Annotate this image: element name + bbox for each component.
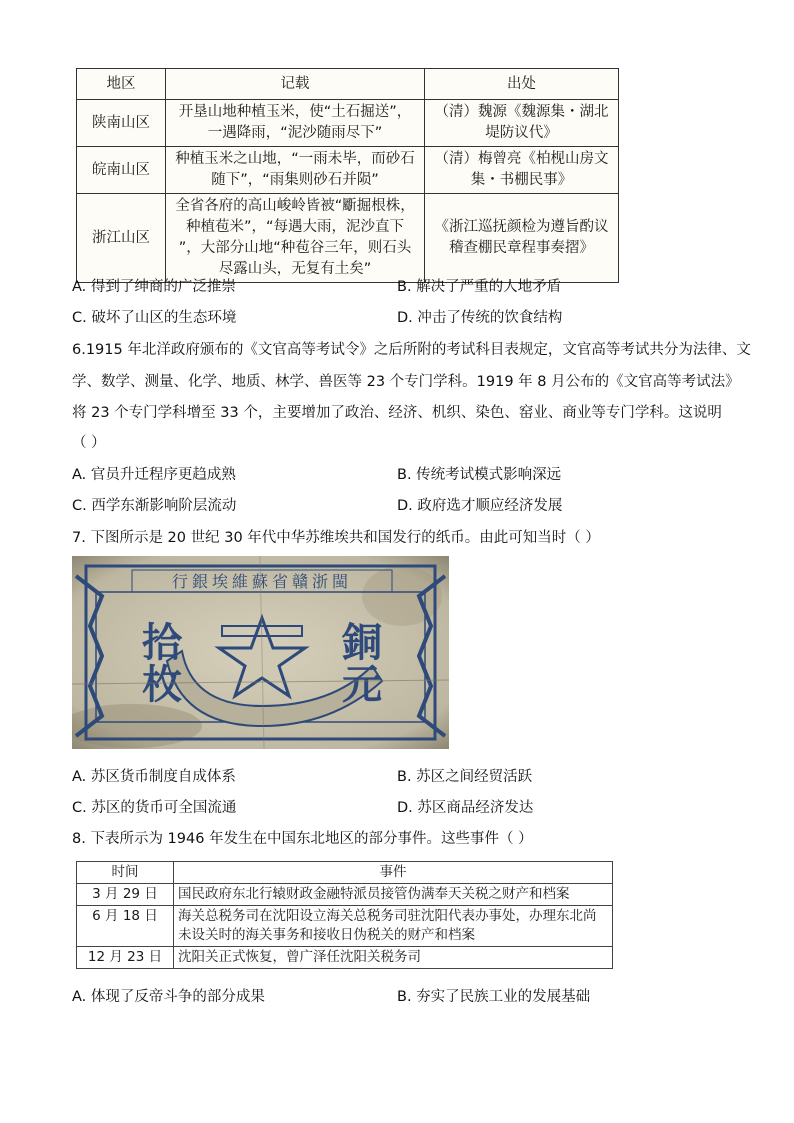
events-1946-table	[76, 861, 613, 969]
event-cell: 海关总税务司在沈阳设立海关总税务司驻沈阳代表办事处，办理东北尚 未设关时的海关事务和接收日伪税关的财产和档案	[174, 906, 613, 947]
date-cell: 3 月 29 日	[77, 884, 174, 906]
denomination-char: 枚	[142, 661, 182, 708]
q6-option-d: D. 政府选才顺应经济发展	[397, 498, 563, 514]
q6-answer-blank: （ ）	[72, 435, 106, 451]
table-header-row	[77, 69, 619, 100]
table-row	[77, 906, 613, 947]
q6-option-c: C. 西学东渐影响阶层流动	[72, 498, 237, 514]
record-cell: 开垦山地种植玉米，使“土石掘送”， 一遇降雨，“泥沙随雨尽下”	[166, 100, 425, 147]
q7-option-b: B. 苏区之间经贸活跃	[397, 769, 533, 785]
unit-char: 元	[342, 661, 382, 708]
source-cell: （清）魏源《魏源集・湖北 堤防议代》	[425, 100, 619, 147]
source-cell: （清）梅曾亮《柏枧山房文 集・书棚民事》	[425, 147, 619, 194]
soviet-banknote-image	[72, 556, 449, 749]
unit-char: 銅	[342, 619, 382, 666]
q6-option-b: B. 传统考试模式影响深远	[397, 467, 562, 483]
historical-records-table	[76, 68, 619, 283]
header-region: 地区	[77, 69, 166, 100]
header-date: 时间	[77, 862, 174, 884]
q7-option-d: D. 苏区商品经济发达	[397, 800, 534, 816]
q5-option-b: B. 解决了严重的人地矛盾	[397, 279, 562, 295]
table-header-row	[77, 862, 613, 884]
q6-stem-line: 将 23 个专门学科增至 33 个，主要增加了政治、经济、机织、染色、窑业、商业等专门学科。这说明	[72, 405, 722, 421]
table-row	[77, 884, 613, 906]
q5-option-c: C. 破坏了山区的生态环境	[72, 310, 237, 326]
header-source: 出处	[425, 69, 619, 100]
banknote-top-text: 行銀埃維蘇省贛浙閩	[171, 572, 353, 591]
table-row	[77, 947, 613, 969]
q7-stem: 7. 下图所示是 20 世纪 30 年代中华苏维埃共和国发行的纸币。由此可知当时（ ）	[72, 530, 600, 546]
source-cell: 《浙江巡抚颜检为遵旨酌议 稽查棚民章程事奏摺》	[425, 194, 619, 283]
q7-option-c: C. 苏区的货币可全国流通	[72, 800, 237, 816]
denomination-char: 拾	[142, 619, 182, 666]
region-cell: 皖南山区	[77, 147, 166, 194]
q6-stem-line: 学、数学、测量、化学、地质、林学、兽医等 23 个专门学科。1919 年 8 月公布的《文官高等考试法》	[72, 374, 740, 390]
header-event: 事件	[174, 862, 613, 884]
table-row	[77, 194, 619, 283]
date-cell: 12 月 23 日	[77, 947, 174, 969]
record-cell: 种植玉米之山地，“一雨未毕，而砂石 随下”，“雨集则砂石并陨”	[166, 147, 425, 194]
q7-option-a: A. 苏区货币制度自成体系	[72, 769, 236, 785]
date-cell: 6 月 18 日	[77, 906, 174, 947]
q5-option-d: D. 冲击了传统的饮食结构	[397, 310, 563, 326]
q6-stem-line: 6.1915 年北洋政府颁布的《文官高等考试令》之后所附的考试科目表规定，文官高等考试共分为法律、文	[72, 342, 751, 358]
event-cell: 沈阳关正式恢复，曾广泽任沈阳关税务司	[174, 947, 613, 969]
q8-option-b: B. 夯实了民族工业的发展基础	[397, 989, 591, 1005]
table-row	[77, 100, 619, 147]
q8-option-a: A. 体现了反帝斗争的部分成果	[72, 989, 265, 1005]
q8-stem: 8. 下表所示为 1946 年发生在中国东北地区的部分事件。这些事件（ ）	[72, 831, 533, 847]
event-cell: 国民政府东北行辕财政金融特派员接管伪满奉天关税之财产和档案	[174, 884, 613, 906]
q5-option-a: A. 得到了绅商的广泛推崇	[72, 279, 236, 295]
table-row	[77, 147, 619, 194]
record-cell: 全省各府的高山峻岭皆被“斸掘根株， 种植苞米”，“每遇大雨，泥沙直下 ”，大部分山地“种苞谷三年，则石头 尽露山头，无复有土矣”	[166, 194, 425, 283]
q6-option-a: A. 官员升迁程序更趋成熟	[72, 467, 236, 483]
header-record: 记载	[166, 69, 425, 100]
region-cell: 浙江山区	[77, 194, 166, 283]
region-cell: 陕南山区	[77, 100, 166, 147]
